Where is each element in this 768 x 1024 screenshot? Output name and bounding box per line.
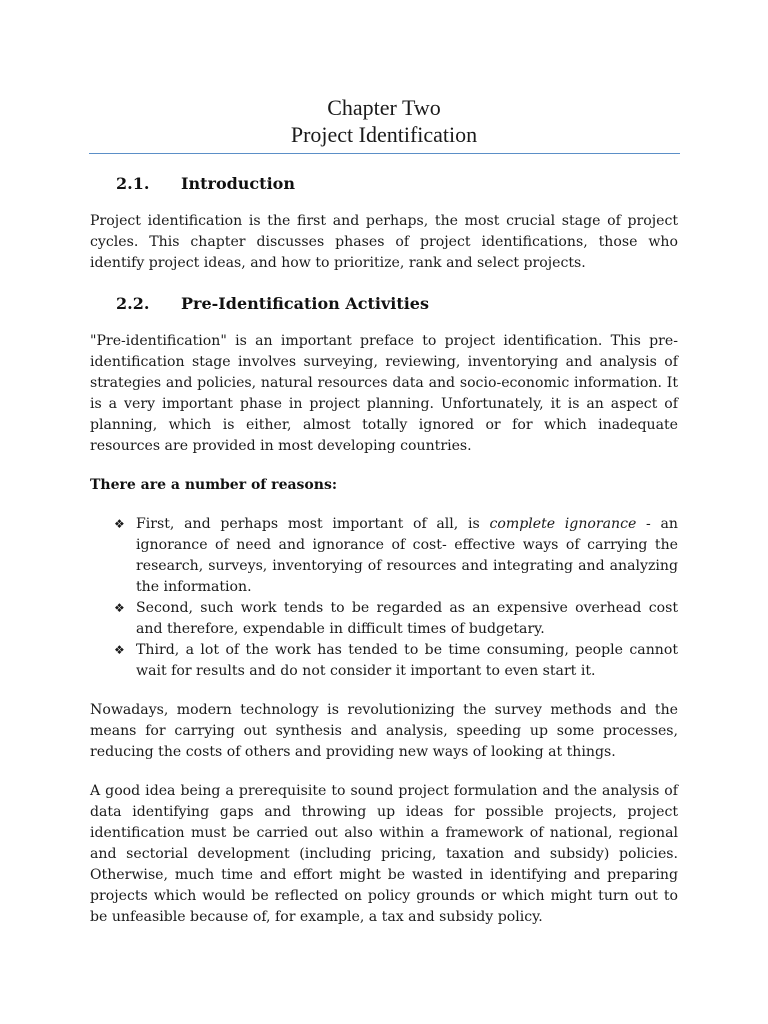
list-item [114, 598, 678, 640]
list-item [114, 514, 678, 598]
section-number: 2.1. [116, 174, 150, 193]
title-divider [89, 153, 680, 154]
bullet-text: Second, such work tends to be regarded as an expensive overhead cost and therefore, expendable in difficult times of budgetary. [136, 600, 678, 637]
diamond-bullet-icon: ❖ [114, 517, 125, 531]
bullet-text: First, and perhaps most important of all, is [136, 516, 490, 532]
bullet-emphasis: complete ignorance [489, 516, 637, 532]
list-item [114, 640, 678, 682]
chapter-title: Project Identification [290, 122, 478, 147]
section-title: Pre-Identification Activities [181, 294, 429, 313]
modern-technology-paragraph: Nowadays, modern technology is revolutionizing the survey methods and the means for carrying out synthesis and analysis, speeding up some processes, reducing the costs of others and providing new ways of looking at things. [90, 702, 678, 760]
section-heading-pre-identification [116, 294, 429, 313]
section-number: 2.2. [116, 294, 150, 313]
bullet-text: Third, a lot of the work has tended to be time consuming, people cannot wait for results and do not consider it important to even start it. [136, 642, 678, 679]
diamond-bullet-icon: ❖ [114, 601, 125, 615]
diamond-bullet-icon: ❖ [114, 643, 125, 657]
intro-paragraph: Project identification is the first and perhaps, the most crucial stage of project cycles. This chapter discusses phases of project identifications, those who identify project ideas, and how to prioritize, rank and select projects. [90, 213, 678, 271]
chapter-label: Chapter Two [327, 95, 441, 120]
bullet-text-rest: - an ignorance of need and ignorance of cost- effective ways of carrying the research, surveys, inventorying of resources and integrating and analyzing the information. [136, 516, 678, 595]
reasons-list [114, 514, 678, 682]
pre-identification-paragraph: "Pre-identification" is an important preface to project identification. This pre-identification stage involves surveying, reviewing, inventorying and analysis of strategies and policies, natural resources data and socio-economic information. It is a very important phase in project planning. Unfortunately, it is an aspect of planning, which is either, almost totally ignored or for which inadequate resources are provided in most developing countries. [90, 333, 678, 454]
section-title: Introduction [181, 174, 295, 193]
good-idea-paragraph: A good idea being a prerequisite to sound project formulation and the analysis of data identifying gaps and throwing up ideas for possible projects, project identification must be carried out also within a framework of national, regional and sectorial development (including pricing, taxation and subsidy) policies. Otherwise, much time and effort might be wasted in identifying and preparing projects which would be reflected on policy grounds or which might turn out to be unfeasible because of, for example, a tax and subsidy policy. [90, 783, 678, 925]
reasons-heading: There are a number of reasons: [90, 477, 337, 493]
section-heading-introduction [116, 174, 295, 193]
